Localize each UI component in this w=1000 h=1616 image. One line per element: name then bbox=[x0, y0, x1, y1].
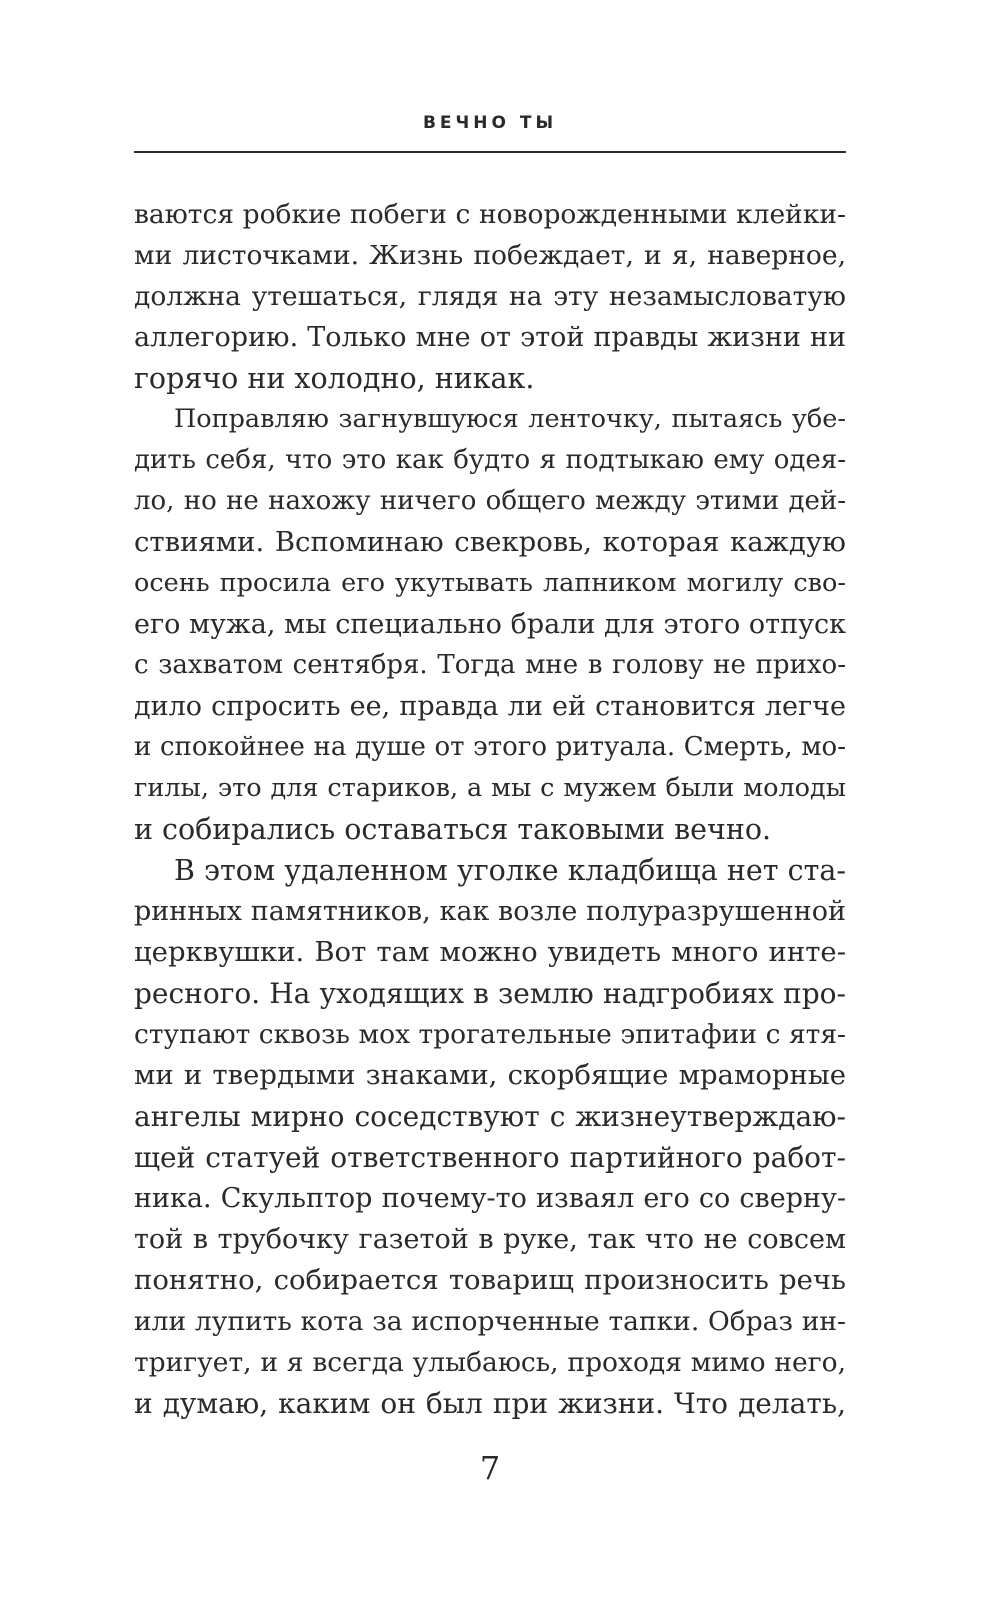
text-line: ми и твердыми знаками, скорбящие мраморные bbox=[134, 1059, 846, 1091]
text-line: ваются робкие побеги с новорожденными клейки- bbox=[134, 199, 846, 230]
paragraph-1 bbox=[134, 194, 846, 399]
text-line: с захватом сентября. Тогда мне в голову не прихо- bbox=[134, 650, 846, 680]
header-rule bbox=[134, 151, 846, 153]
text-line: ангелы мирно соседствуют с жизнеутверждаю- bbox=[134, 1100, 846, 1133]
paragraph-3 bbox=[134, 850, 846, 1424]
text-line: ника. Скульптор почему-то изваял его со сверну- bbox=[134, 1183, 846, 1214]
text-line: ринных памятников, как возле полуразрушенной bbox=[134, 896, 846, 927]
running-header-title: ВЕЧНО ТЫ bbox=[422, 113, 558, 133]
text-line: должна утешаться, глядя на эту незамысловатую bbox=[134, 281, 846, 312]
text-line: дить себя, что это как будто я подтыкаю ему одея- bbox=[134, 445, 846, 475]
text-line: той в трубочку газетой в руке, так что не совсем bbox=[134, 1224, 846, 1255]
text-line: понятно, собирается товарищ произносить речь bbox=[134, 1264, 846, 1296]
text-line: ло, но не нахожу ничего общего между этими дей- bbox=[134, 486, 846, 516]
text-line: и думаю, каким он был при жизни. Что делать, bbox=[134, 1387, 846, 1420]
text-line: гилы, это для стариков, а мы с мужем были молоды bbox=[134, 773, 846, 803]
paragraph-2 bbox=[134, 399, 846, 850]
text-line: ступают сквозь мох трогательные эпитафии с ятя- bbox=[134, 1019, 846, 1050]
text-line: аллегорию. Только мне от этой правды жизни ни bbox=[134, 322, 846, 353]
text-line: дило спросить ее, правда ли ей становится легче bbox=[134, 691, 846, 722]
text-line: и собирались оставаться таковыми вечно. bbox=[134, 813, 772, 846]
text-line: ресного. На уходящих в землю надгробиях про- bbox=[134, 977, 846, 1010]
text-line: и спокойнее на душе от этого ритуала. Смерть, мо- bbox=[134, 732, 846, 762]
body-text bbox=[134, 194, 846, 1424]
text-line: тригует, и я всегда улыбаюсь, проходя мимо него, bbox=[134, 1347, 846, 1378]
text-line: или лупить кота за испорченные тапки. Образ ин- bbox=[134, 1306, 846, 1337]
text-line: ми листочками. Жизнь побеждает, и я, наверное, bbox=[134, 240, 846, 271]
text-line: В этом удаленном уголке кладбища нет ста- bbox=[174, 854, 846, 887]
page-number: 7 bbox=[479, 1449, 501, 1487]
text-line: Поправляю загнувшуюся ленточку, пытаясь убе- bbox=[174, 404, 846, 434]
text-line: церквушки. Вот там можно увидеть много инте- bbox=[134, 936, 846, 968]
text-line: горячо ни холодно, никак. bbox=[134, 362, 535, 395]
text-line: ствиями. Вспоминаю свекровь, которая каждую bbox=[134, 526, 846, 558]
text-line: щей статуей ответственного партийного работ- bbox=[134, 1141, 846, 1174]
text-line: осень просила его укутывать лапником могилу сво- bbox=[134, 568, 846, 598]
text-line: его мужа, мы специально брали для этого отпуск bbox=[134, 609, 846, 640]
